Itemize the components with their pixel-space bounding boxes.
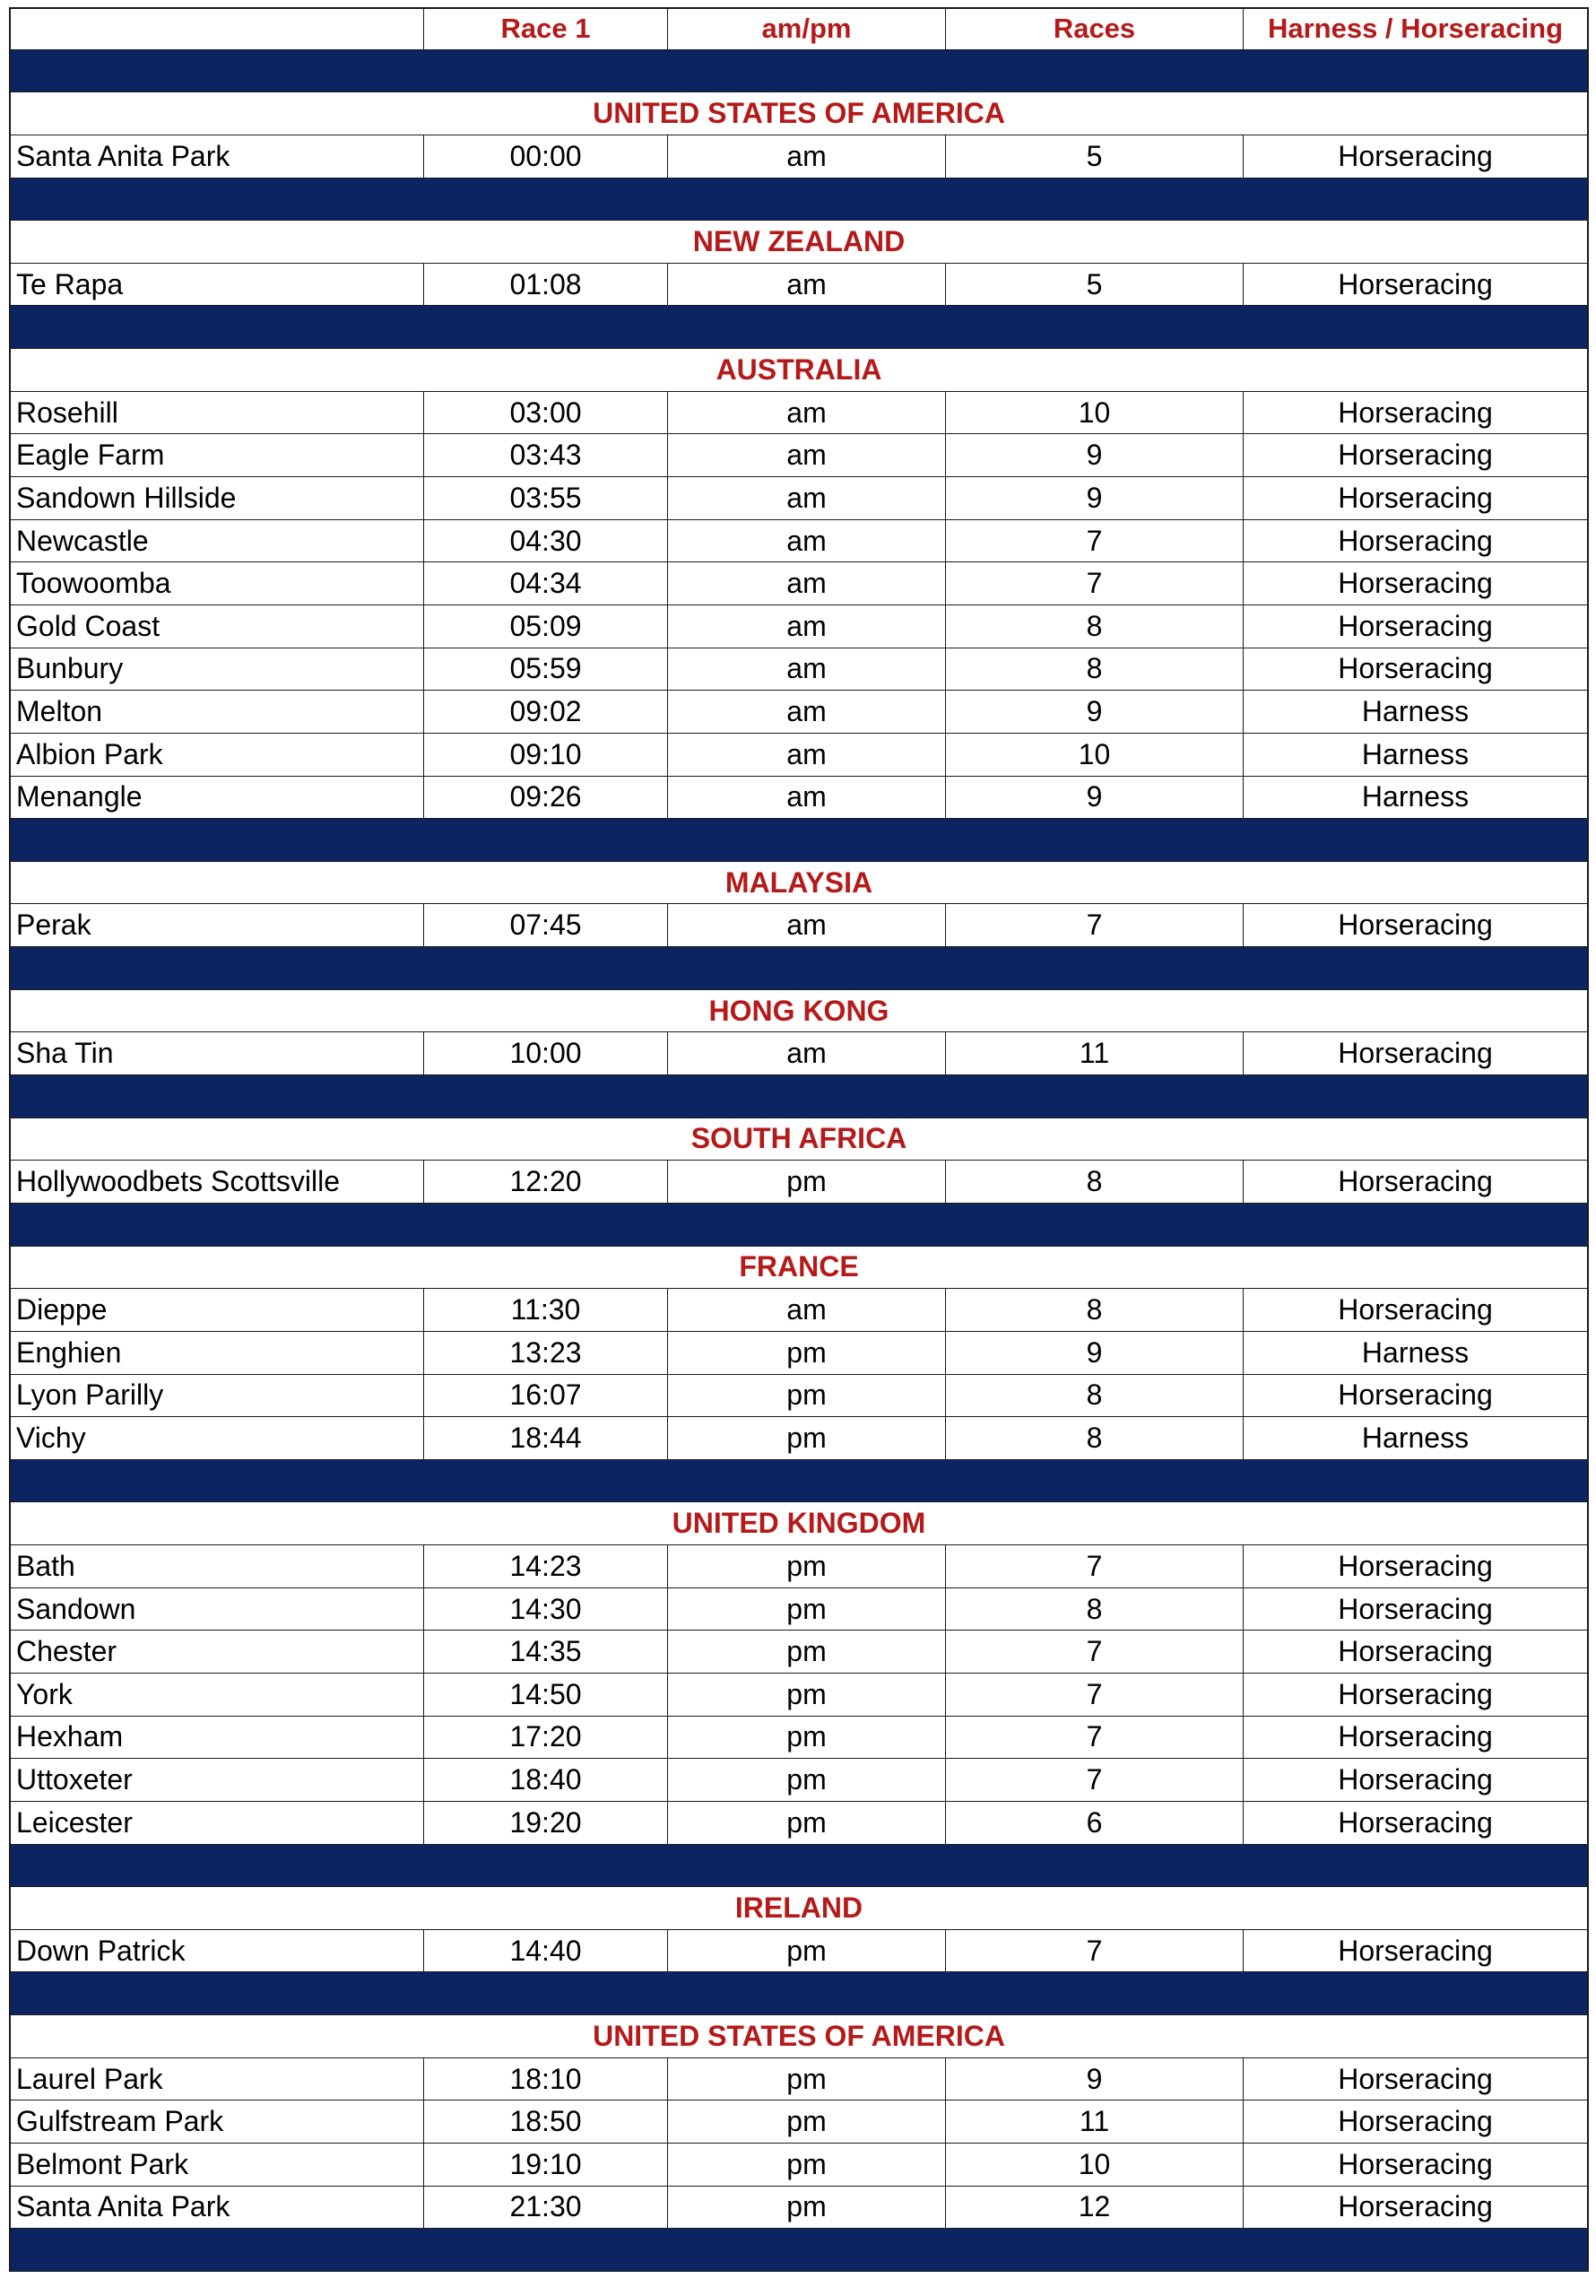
race-type-cell: Horseracing [1338,139,1493,172]
country-row [9,221,1589,264]
race1-time-cell: 14:30 [424,1588,668,1631]
venue-cell: York [11,1674,424,1716]
races-count-cell: 9 [946,477,1244,519]
table-row [9,1588,1589,1631]
country-row [9,1887,1589,1930]
race1-time-cell: 09:26 [424,777,668,819]
race-type-cell: Horseracing [1338,524,1493,557]
venue-cell: Melton [11,691,424,733]
venue-cell: Sha Tin [11,1032,424,1074]
race1-time-cell: 03:55 [424,477,668,519]
venue-cell: Leicester [11,1802,424,1844]
race1-time-cell: 12:20 [424,1161,668,1203]
race-type-cell: Horseracing [1338,609,1493,642]
race-type-cell: Horseracing [1338,2147,1493,2180]
ampm-cell: pm [668,2058,946,2100]
race1-time-cell: 03:43 [424,434,668,476]
race1-time-cell: 05:59 [424,648,668,691]
race-type-cell: Horseracing [1338,1805,1493,1839]
country-heading: UNITED STATES OF AMERICA [593,97,1005,130]
section-separator [9,50,1589,93]
country-heading: SOUTH AFRICA [690,1122,907,1155]
ampm-cell: am [668,520,946,562]
table-row [9,434,1589,477]
ampm-cell: am [668,434,946,476]
ampm-cell: pm [668,1588,946,1631]
ampm-cell: am [668,264,946,306]
races-count-cell: 10 [946,2144,1244,2186]
race-type-cell: Horseracing [1338,1635,1493,1668]
race-type-cell: Horseracing [1338,2190,1493,2223]
race1-time-cell: 13:23 [424,1332,668,1374]
race1-time-cell: 14:35 [424,1631,668,1673]
ampm-cell: pm [668,1631,946,1673]
table-row [9,1674,1589,1717]
races-count-cell: 10 [946,392,1244,434]
race-type-cell: Horseracing [1338,2062,1493,2095]
races-count-cell: 8 [946,1161,1244,1203]
country-row [9,990,1589,1033]
section-separator [9,1075,1589,1118]
race-schedule-table [9,7,1589,2272]
section-separator [9,947,1589,990]
race1-time-cell: 04:34 [424,562,668,604]
table-row [9,520,1589,563]
ampm-cell: am [668,605,946,648]
race-type-cell: Horseracing [1338,1165,1493,1198]
race-type-cell: Horseracing [1338,267,1493,300]
race-type-cell: Horseracing [1338,1549,1493,1582]
venue-cell: Hexham [11,1717,424,1759]
ampm-cell: am [668,392,946,434]
race1-time-cell: 11:30 [424,1289,668,1331]
ampm-cell: am [668,135,946,178]
country-heading: AUSTRALIA [716,352,882,386]
races-count-cell: 7 [946,520,1244,562]
header-row [9,7,1589,50]
table-row [9,777,1589,820]
races-count-cell: 11 [946,2100,1244,2143]
table-row [9,1759,1589,1802]
section-separator [9,1972,1589,2015]
ampm-cell: pm [668,1545,946,1587]
race-type-cell: Horseracing [1338,1934,1493,1967]
table-row [9,392,1589,435]
table-row [9,1032,1589,1075]
header-venue [11,9,424,49]
race1-time-cell: 18:50 [424,2100,668,2143]
ampm-cell: pm [668,2100,946,2143]
races-count-cell: 7 [946,1631,1244,1673]
races-count-cell: 9 [946,691,1244,733]
country-heading: HONG KONG [708,994,889,1027]
races-count-cell: 8 [946,1289,1244,1331]
country-heading: NEW ZEALAND [692,225,906,258]
ampm-cell: pm [668,2187,946,2229]
table-row [9,1930,1589,1973]
country-heading: FRANCE [739,1250,859,1283]
table-row [9,1717,1589,1760]
table-row [9,2100,1589,2144]
races-count-cell: 5 [946,135,1244,178]
section-separator [9,1204,1589,1247]
venue-cell: Down Patrick [11,1930,424,1972]
venue-cell: Dieppe [11,1289,424,1331]
race-type-cell: Horseracing [1338,396,1493,429]
race1-time-cell: 09:10 [424,734,668,776]
header-ampm: am/pm [668,9,946,49]
ampm-cell: pm [668,1417,946,1459]
race1-time-cell: 16:07 [424,1375,668,1417]
races-count-cell: 7 [946,1674,1244,1716]
ampm-cell: pm [668,1375,946,1417]
table-row [9,605,1589,648]
venue-cell: Sandown Hillside [11,477,424,519]
ampm-cell: am [668,1289,946,1331]
race-type-cell: Horseracing [1338,2105,1493,2138]
race1-time-cell: 09:02 [424,691,668,733]
table-row [9,2144,1589,2187]
venue-cell: Albion Park [11,734,424,776]
races-count-cell: 9 [946,434,1244,476]
section-separator [9,819,1589,862]
races-count-cell: 7 [946,1759,1244,1801]
venue-cell: Toowoomba [11,562,424,604]
section-separator [9,306,1589,349]
table-row [9,477,1589,520]
race1-time-cell: 18:44 [424,1417,668,1459]
table-row [9,1332,1589,1375]
race-type-cell: Horseracing [1338,567,1493,600]
table-row [9,734,1589,777]
race-type-cell: Harness [1361,695,1470,728]
race-type-cell: Harness [1361,1421,1470,1454]
race-type-cell: Horseracing [1338,1037,1493,1070]
venue-cell: Uttoxeter [11,1759,424,1801]
race-type-cell: Horseracing [1338,1592,1493,1625]
race1-time-cell: 14:23 [424,1545,668,1587]
venue-cell: Chester [11,1631,424,1673]
table-row [9,1631,1589,1674]
races-count-cell: 9 [946,2058,1244,2100]
table-row [9,562,1589,605]
country-row [9,862,1589,905]
table-row [9,1289,1589,1332]
venue-cell: Bath [11,1545,424,1587]
country-row [9,1502,1589,1545]
country-row [9,2015,1589,2058]
race-type-cell: Horseracing [1338,652,1493,685]
race-type-cell: Horseracing [1338,909,1493,942]
race1-time-cell: 14:50 [424,1674,668,1716]
ampm-cell: pm [668,1161,946,1203]
venue-cell: Sandown [11,1588,424,1631]
section-separator [9,1845,1589,1888]
venue-cell: Te Rapa [11,264,424,306]
ampm-cell: am [668,777,946,819]
ampm-cell: am [668,904,946,946]
race1-time-cell: 21:30 [424,2187,668,2229]
race1-time-cell: 19:10 [424,2144,668,2186]
venue-cell: Santa Anita Park [11,135,424,178]
race1-time-cell: 14:40 [424,1930,668,1972]
ampm-cell: am [668,734,946,776]
race-type-cell: Horseracing [1338,1763,1493,1796]
ampm-cell: am [668,648,946,691]
races-count-cell: 9 [946,1332,1244,1374]
race1-time-cell: 10:00 [424,1032,668,1074]
table-row [9,691,1589,734]
race1-time-cell: 18:40 [424,1759,668,1801]
venue-cell: Lyon Parilly [11,1375,424,1417]
venue-cell: Menangle [11,777,424,819]
venue-cell: Bunbury [11,648,424,691]
races-count-cell: 7 [946,1930,1244,1972]
venue-cell: Santa Anita Park [11,2187,424,2229]
ampm-cell: pm [668,1332,946,1374]
race1-time-cell: 17:20 [424,1717,668,1759]
ampm-cell: am [668,562,946,604]
table-row [9,1417,1589,1460]
table-row [9,264,1589,307]
race-type-cell: Horseracing [1338,1378,1493,1412]
country-heading: IRELAND [734,1892,863,1924]
races-count-cell: 5 [946,264,1244,306]
table-row [9,2058,1589,2101]
ampm-cell: pm [668,1674,946,1716]
header-race1: Race 1 [424,9,668,49]
ampm-cell: pm [668,1717,946,1759]
race-type-cell: Horseracing [1338,439,1493,472]
country-row [9,1118,1589,1161]
races-count-cell: 7 [946,1717,1244,1759]
race1-time-cell: 05:09 [424,605,668,648]
races-count-cell: 8 [946,605,1244,648]
race-type-cell: Horseracing [1338,481,1493,514]
country-heading: UNITED KINGDOM [672,1507,926,1540]
race1-time-cell: 18:10 [424,2058,668,2100]
table-row [9,648,1589,691]
race-type-cell: Harness [1361,1335,1470,1369]
venue-cell: Perak [11,904,424,946]
venue-cell: Laurel Park [11,2058,424,2100]
table-row [9,904,1589,947]
race-type-cell: Horseracing [1338,1293,1493,1326]
header-races: Races [946,9,1244,49]
race-type-cell: Harness [1361,737,1470,770]
race1-time-cell: 04:30 [424,520,668,562]
races-count-cell: 6 [946,1802,1244,1844]
races-count-cell: 8 [946,1417,1244,1459]
venue-cell: Belmont Park [11,2144,424,2186]
venue-cell: Gold Coast [11,605,424,648]
ampm-cell: pm [668,2144,946,2186]
table-row [9,1802,1589,1845]
section-separator [9,1460,1589,1503]
races-count-cell: 8 [946,1375,1244,1417]
races-count-cell: 7 [946,904,1244,946]
table-row [9,1161,1589,1204]
table-row [9,135,1589,178]
country-heading: MALAYSIA [724,865,873,899]
venue-cell: Enghien [11,1332,424,1374]
races-count-cell: 7 [946,1545,1244,1587]
race-type-cell: Horseracing [1338,1677,1493,1710]
table-row [9,2187,1589,2230]
races-count-cell: 12 [946,2187,1244,2229]
venue-cell: Gulfstream Park [11,2100,424,2143]
races-count-cell: 8 [946,648,1244,691]
section-separator [9,178,1589,222]
ampm-cell: pm [668,1802,946,1844]
ampm-cell: am [668,1032,946,1074]
country-row [9,349,1589,392]
race-type-cell: Harness [1361,780,1470,813]
ampm-cell: pm [668,1759,946,1801]
races-count-cell: 7 [946,562,1244,604]
race1-time-cell: 07:45 [424,904,668,946]
venue-cell: Vichy [11,1417,424,1459]
races-count-cell: 9 [946,777,1244,819]
races-count-cell: 11 [946,1032,1244,1074]
table-row [9,1545,1589,1588]
country-row [9,1247,1589,1290]
race1-time-cell: 19:20 [424,1802,668,1844]
venue-cell: Newcastle [11,520,424,562]
race1-time-cell: 03:00 [424,392,668,434]
country-heading: UNITED STATES OF AMERICA [593,2019,1005,2052]
venue-cell: Eagle Farm [11,434,424,476]
race-type-cell: Horseracing [1338,1720,1493,1753]
table-row [9,1375,1589,1418]
race1-time-cell: 00:00 [424,135,668,178]
ampm-cell: am [668,691,946,733]
races-count-cell: 10 [946,734,1244,776]
race1-time-cell: 01:08 [424,264,668,306]
ampm-cell: pm [668,1930,946,1972]
country-row [9,92,1589,135]
section-separator [9,2229,1589,2272]
header-type: Harness / Horseracing [1267,13,1564,45]
ampm-cell: am [668,477,946,519]
venue-cell: Hollywoodbets Scottsville [11,1161,424,1203]
races-count-cell: 8 [946,1588,1244,1631]
venue-cell: Rosehill [11,392,424,434]
